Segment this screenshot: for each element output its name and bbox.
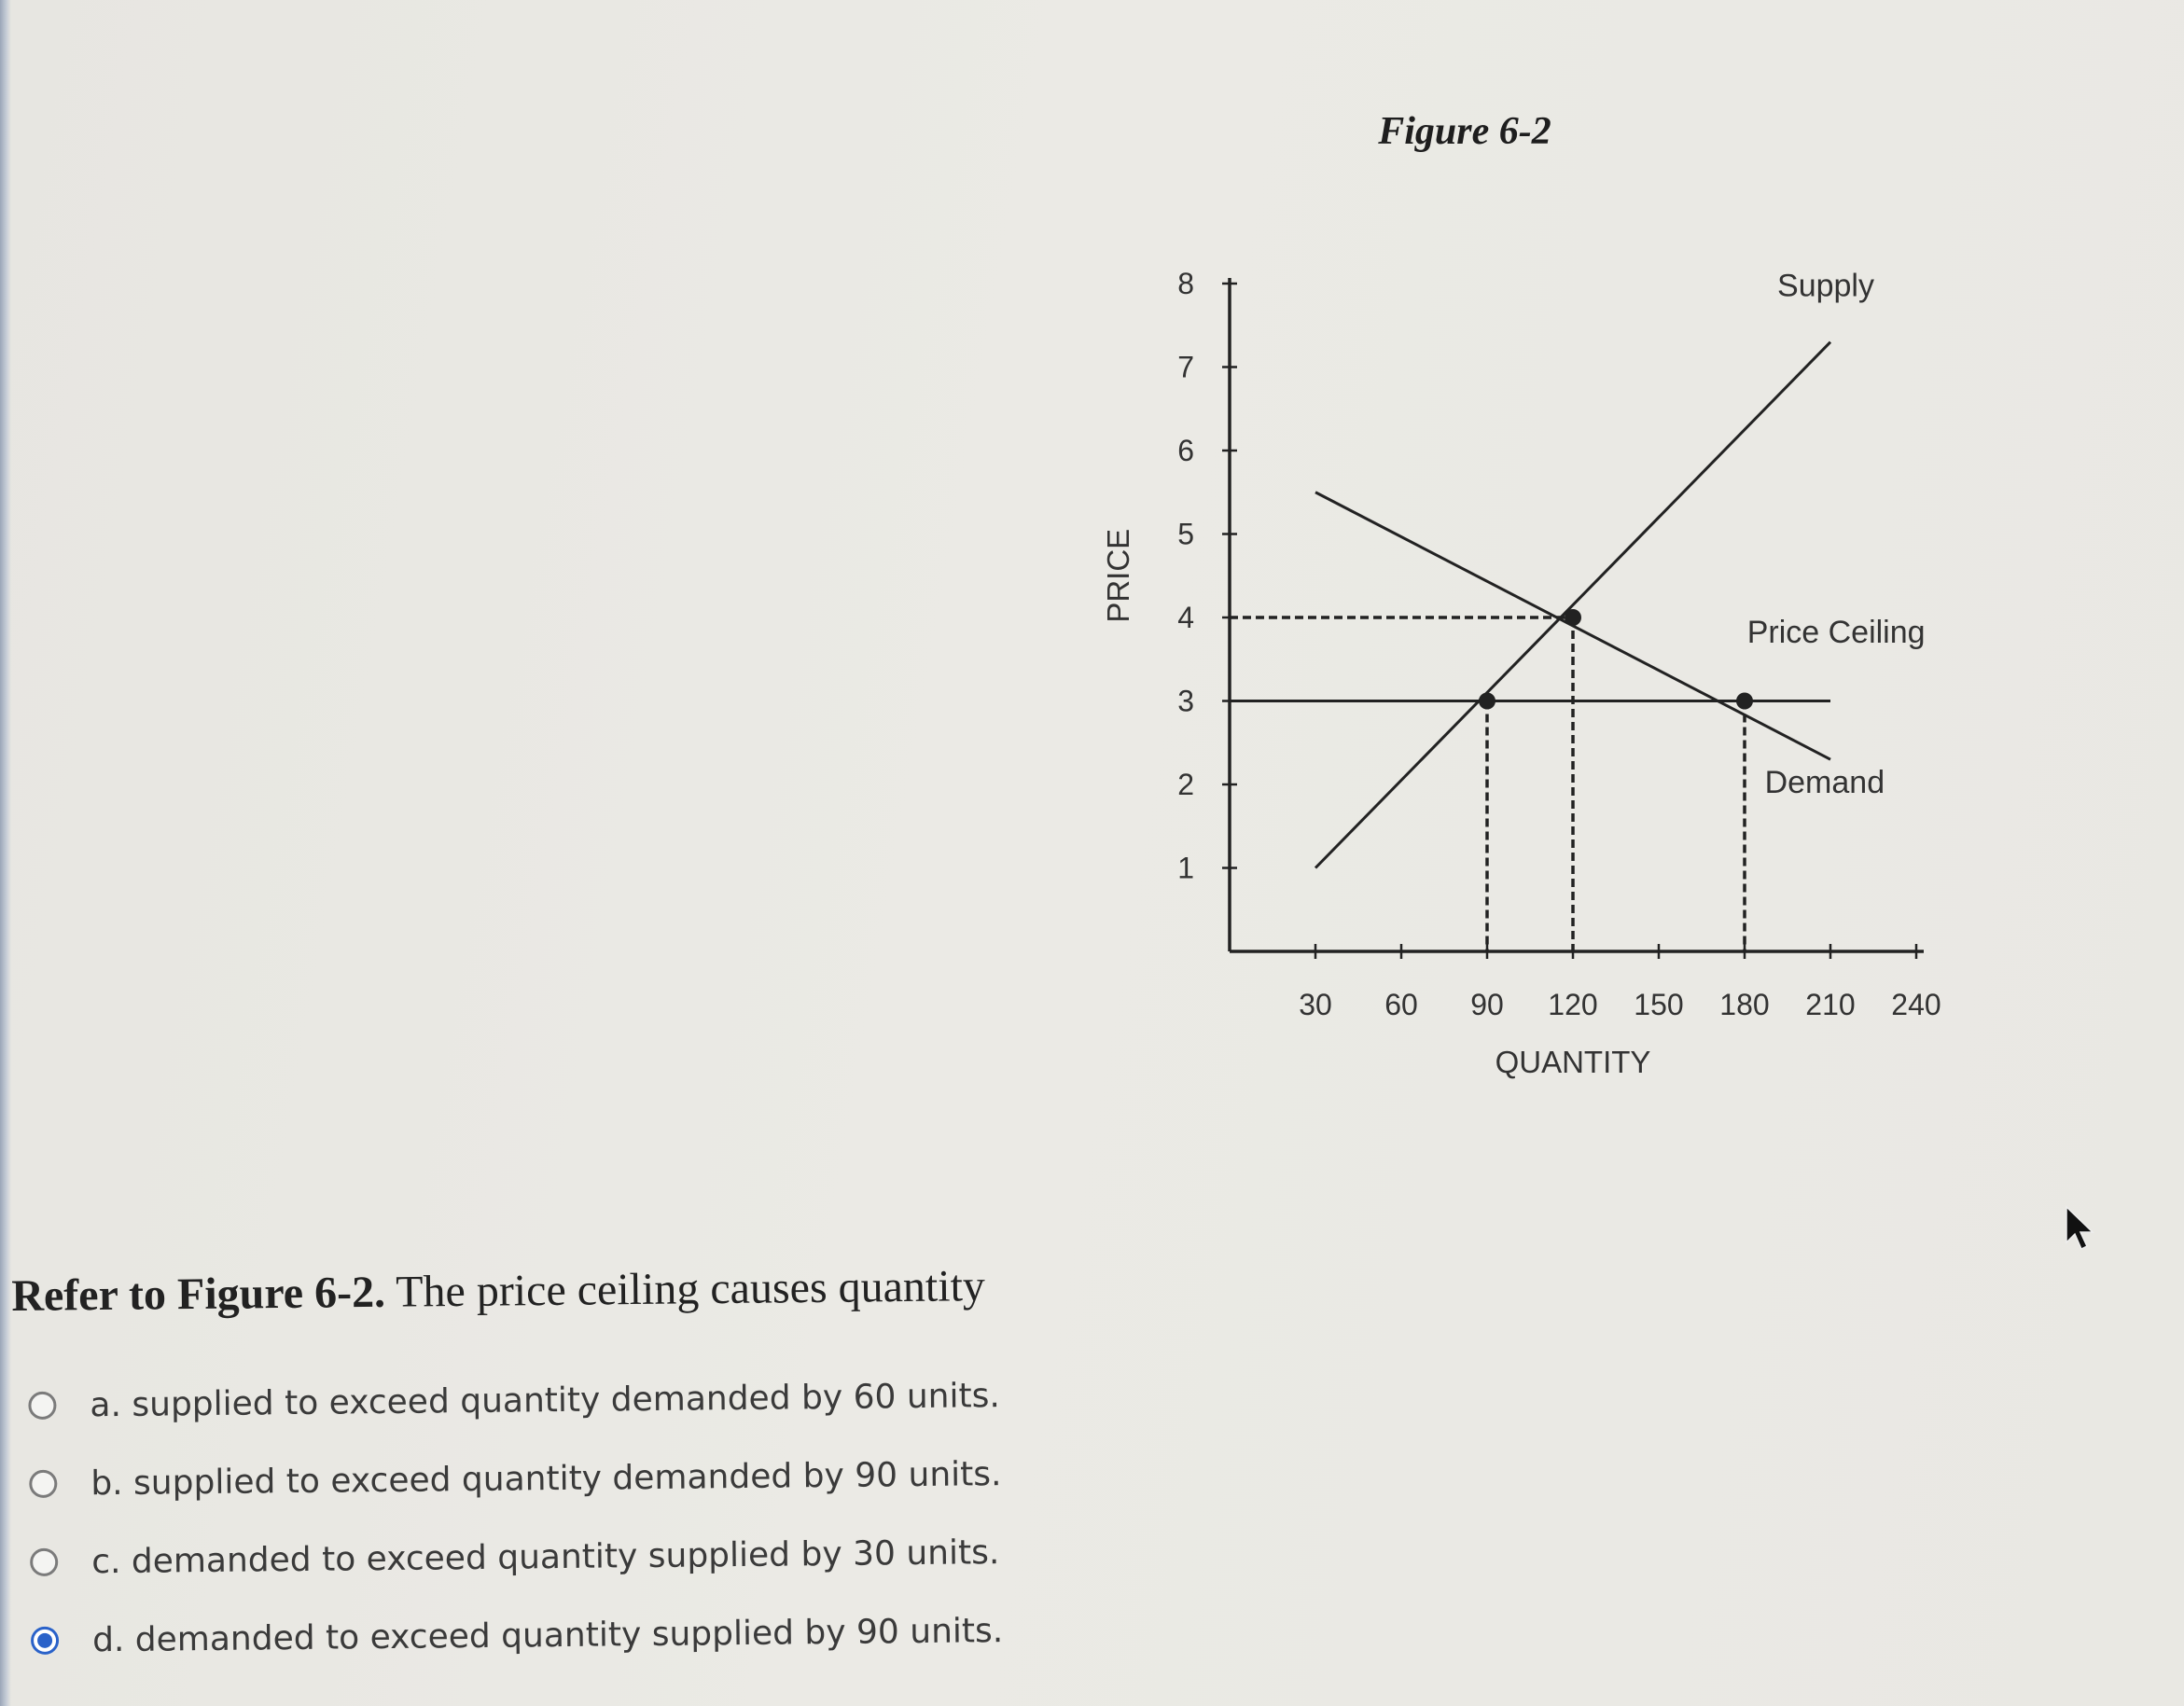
option-b-label: b. supplied to exceed quantity demanded by 90 units.: [90, 1454, 1002, 1503]
option-a-label: a. supplied to exceed quantity demanded by 60 units.: [90, 1376, 1001, 1424]
x-axis-label: QUANTITY: [1495, 1045, 1651, 1079]
option-a[interactable]: [28, 1355, 1055, 1445]
y-tick-label-5: 5: [1177, 517, 1194, 551]
option-c[interactable]: [30, 1512, 1057, 1602]
supply-label: Supply: [1777, 268, 1874, 304]
x-tick-label-150: 150: [1634, 988, 1684, 1021]
y-tick-label-3: 3: [1177, 684, 1194, 718]
question-body: The price ceiling causes quantity: [384, 1261, 986, 1317]
y-axis-label: PRICE: [1101, 528, 1135, 623]
x-tick-label-30: 30: [1299, 988, 1332, 1021]
demand-label: Demand: [1764, 764, 1885, 800]
question-reference: Refer to Figure 6-2.: [11, 1267, 386, 1321]
x-tick-label-120: 120: [1548, 988, 1598, 1021]
x-tick-label-90: 90: [1470, 988, 1504, 1021]
radio-b[interactable]: [29, 1470, 57, 1498]
mouse-cursor-icon: [2064, 1205, 2097, 1252]
option-b[interactable]: [29, 1434, 1056, 1523]
figure-6-2: [1054, 93, 2006, 1119]
y-tick-label-2: 2: [1177, 768, 1194, 801]
x-tick-label-60: 60: [1384, 988, 1418, 1021]
x-tick-label-180: 180: [1719, 988, 1770, 1021]
y-tick-label-7: 7: [1177, 350, 1194, 384]
y-tick-label-6: 6: [1177, 434, 1194, 467]
question-text: [11, 1258, 1132, 1322]
radio-c[interactable]: [30, 1548, 58, 1576]
x-tick-label-240: 240: [1891, 988, 1941, 1021]
figure-title: Figure 6-2: [1378, 110, 1551, 153]
option-c-label: c. demanded to exceed quantity supplied by 30 units.: [90, 1533, 1000, 1581]
point-180-3: [1736, 693, 1753, 710]
y-tick-label-4: 4: [1177, 601, 1194, 634]
point-90-3: [1479, 693, 1495, 710]
radio-a[interactable]: [28, 1392, 56, 1420]
option-d-label: d. demanded to exceed quantity supplied by 90 units.: [91, 1611, 1004, 1659]
x-tick-label-210: 210: [1805, 988, 1856, 1021]
window-left-edge: [0, 0, 11, 1706]
option-d[interactable]: [31, 1590, 1058, 1680]
point-120-4: [1565, 609, 1581, 626]
supply-demand-chart: [1054, 93, 2006, 1119]
price-ceiling-label: Price Ceiling: [1746, 614, 1926, 650]
answer-options: [28, 1355, 1057, 1680]
radio-d[interactable]: [31, 1627, 59, 1655]
y-tick-label-8: 8: [1177, 267, 1194, 300]
y-tick-label-1: 1: [1177, 851, 1194, 885]
